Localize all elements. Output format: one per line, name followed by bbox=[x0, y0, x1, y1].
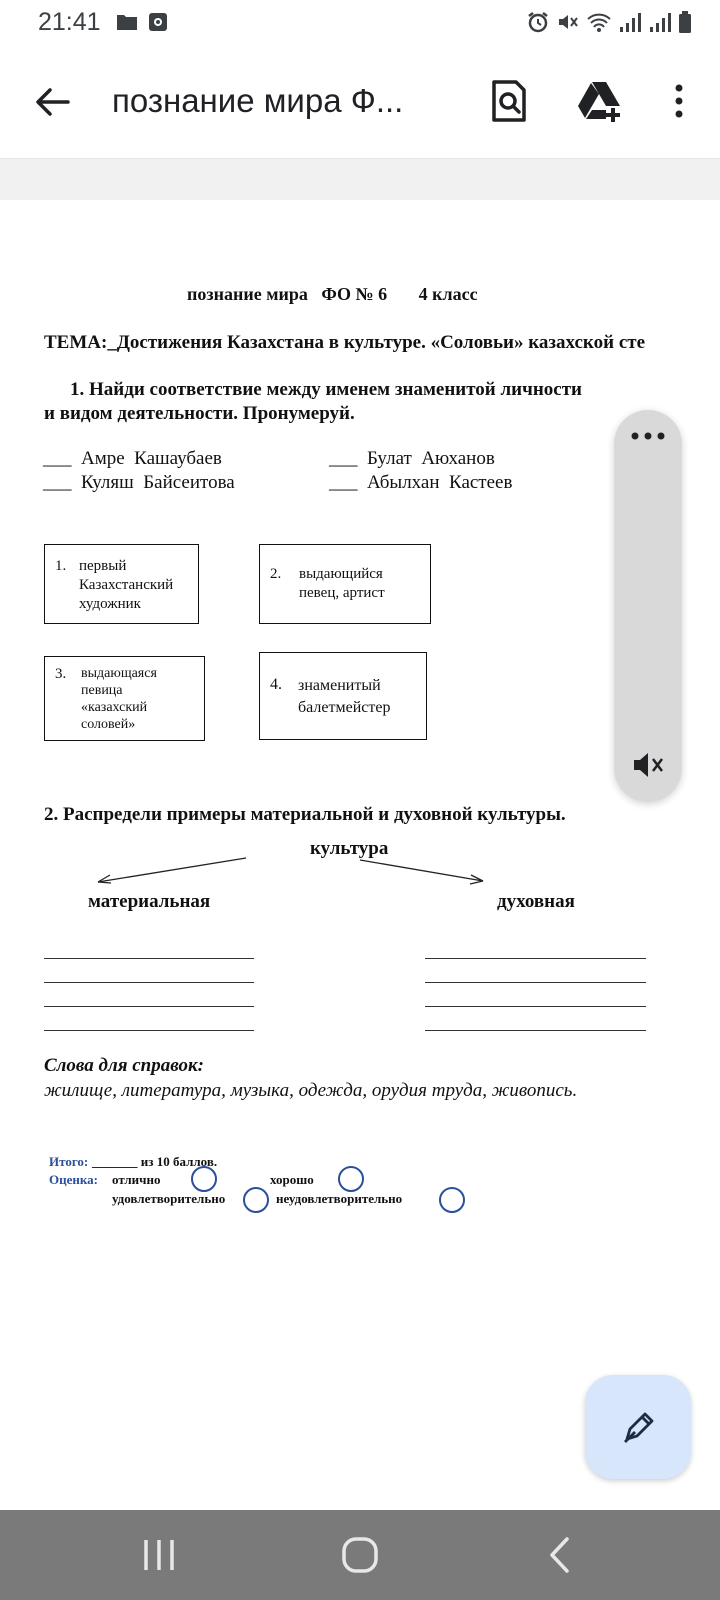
battery-icon bbox=[678, 10, 692, 34]
grade-excellent: отлично bbox=[112, 1172, 161, 1187]
total-label: Итого: bbox=[49, 1154, 89, 1169]
screen-record-icon bbox=[148, 12, 168, 32]
box-text: балетмейстер bbox=[298, 699, 391, 716]
find-in-document-icon[interactable] bbox=[486, 78, 532, 124]
box-text: выдающаяся bbox=[81, 666, 157, 681]
edit-pen-icon bbox=[621, 1409, 657, 1445]
name-item: ___ Куляш Байсеитова bbox=[43, 472, 235, 493]
floating-toolbar bbox=[614, 410, 682, 802]
answer-line[interactable] bbox=[425, 1006, 646, 1007]
box-text: первый bbox=[79, 558, 127, 574]
system-nav-bar bbox=[0, 1510, 720, 1600]
answer-line[interactable] bbox=[44, 1006, 254, 1007]
question-1-line-2: и видом деятельности. Пронумеруй. bbox=[44, 403, 355, 424]
box-text: соловей» bbox=[81, 717, 136, 732]
box-number: 3. bbox=[55, 666, 67, 682]
grade-satisfactory-circle[interactable] bbox=[243, 1187, 269, 1213]
grade-good: хорошо bbox=[270, 1172, 314, 1187]
back-icon[interactable] bbox=[535, 1530, 585, 1580]
folder-icon bbox=[116, 12, 138, 32]
question-1-line-1: 1. Найди соответствие между именем знаменитой личности bbox=[70, 379, 582, 400]
grade-label: Оценка: bbox=[49, 1172, 98, 1187]
culture-label: культура bbox=[310, 838, 389, 859]
document-page[interactable] bbox=[0, 200, 720, 1472]
activity-box-3 bbox=[44, 656, 205, 741]
grade-unsatisfactory: неудовлетворительно bbox=[276, 1191, 403, 1206]
wifi-icon bbox=[586, 11, 612, 33]
name-item: ___ Амре Кашаубаев bbox=[43, 448, 222, 469]
alarm-icon bbox=[526, 10, 550, 34]
activity-box-4 bbox=[259, 652, 427, 740]
worksheet-topic: ТЕМА:_Достижения Казахстана в культуре. «Соловьи» казахской сте bbox=[44, 332, 646, 353]
document-title: познание мира Ф... bbox=[112, 82, 404, 119]
answer-line[interactable] bbox=[44, 958, 254, 959]
answer-line[interactable] bbox=[425, 958, 646, 959]
page-separator bbox=[0, 158, 720, 201]
grade-unsatisfactory-circle[interactable] bbox=[439, 1187, 465, 1213]
box-text: «казахский bbox=[81, 700, 148, 715]
total-suffix: _______ из 10 баллов. bbox=[92, 1154, 218, 1169]
question-1 bbox=[44, 378, 582, 426]
grade-excellent-circle[interactable] bbox=[191, 1166, 217, 1192]
box-text: выдающийся bbox=[299, 566, 383, 582]
mute-icon bbox=[556, 10, 580, 34]
question-2: 2. Распредели примеры материальной и духовной культуры. bbox=[44, 804, 566, 825]
more-horiz-icon[interactable] bbox=[630, 430, 666, 442]
activity-box-2 bbox=[259, 544, 431, 624]
answer-line[interactable] bbox=[425, 1030, 646, 1031]
box-number: 1. bbox=[55, 558, 67, 574]
status-bar bbox=[0, 0, 720, 48]
edit-fab-button[interactable] bbox=[585, 1375, 691, 1479]
box-number: 2. bbox=[270, 566, 282, 582]
reference-words-title: Слова для справок: bbox=[44, 1055, 204, 1076]
answer-line[interactable] bbox=[44, 1030, 254, 1031]
signal-icon bbox=[618, 11, 642, 33]
box-number: 4. bbox=[270, 676, 282, 693]
box-text: певица bbox=[81, 683, 123, 698]
answer-line[interactable] bbox=[44, 982, 254, 983]
spiritual-label: духовная bbox=[497, 891, 575, 912]
name-item: ___ Абылхан Кастеев bbox=[329, 472, 513, 493]
more-vert-icon[interactable] bbox=[664, 78, 694, 124]
answer-line[interactable] bbox=[425, 982, 646, 983]
recent-apps-icon[interactable] bbox=[134, 1530, 184, 1580]
back-arrow-icon[interactable] bbox=[30, 80, 74, 124]
add-to-drive-icon[interactable] bbox=[576, 78, 622, 124]
arrows-diagram bbox=[90, 850, 490, 890]
name-item: ___ Булат Аюханов bbox=[329, 448, 495, 469]
box-text: Казахстанский bbox=[79, 577, 174, 593]
grade-good-circle[interactable] bbox=[338, 1166, 364, 1192]
box-text: певец, артист bbox=[299, 585, 385, 601]
signal-icon bbox=[648, 11, 672, 33]
material-label: материальная bbox=[88, 891, 211, 912]
box-text: художник bbox=[79, 596, 141, 612]
home-icon[interactable] bbox=[335, 1530, 385, 1580]
box-text: знаменитый bbox=[298, 677, 381, 694]
grade-satisfactory: удовлетворительно bbox=[112, 1191, 226, 1206]
reference-words: жилище, литература, музыка, одежда, орудия труда, живопись. bbox=[44, 1080, 578, 1101]
worksheet-heading: познание мира ФО № 6 4 класс bbox=[187, 284, 478, 304]
app-bar bbox=[0, 48, 720, 158]
volume-off-icon[interactable] bbox=[632, 750, 666, 780]
activity-box-1 bbox=[44, 544, 199, 624]
status-time: 21:41 bbox=[38, 8, 101, 36]
